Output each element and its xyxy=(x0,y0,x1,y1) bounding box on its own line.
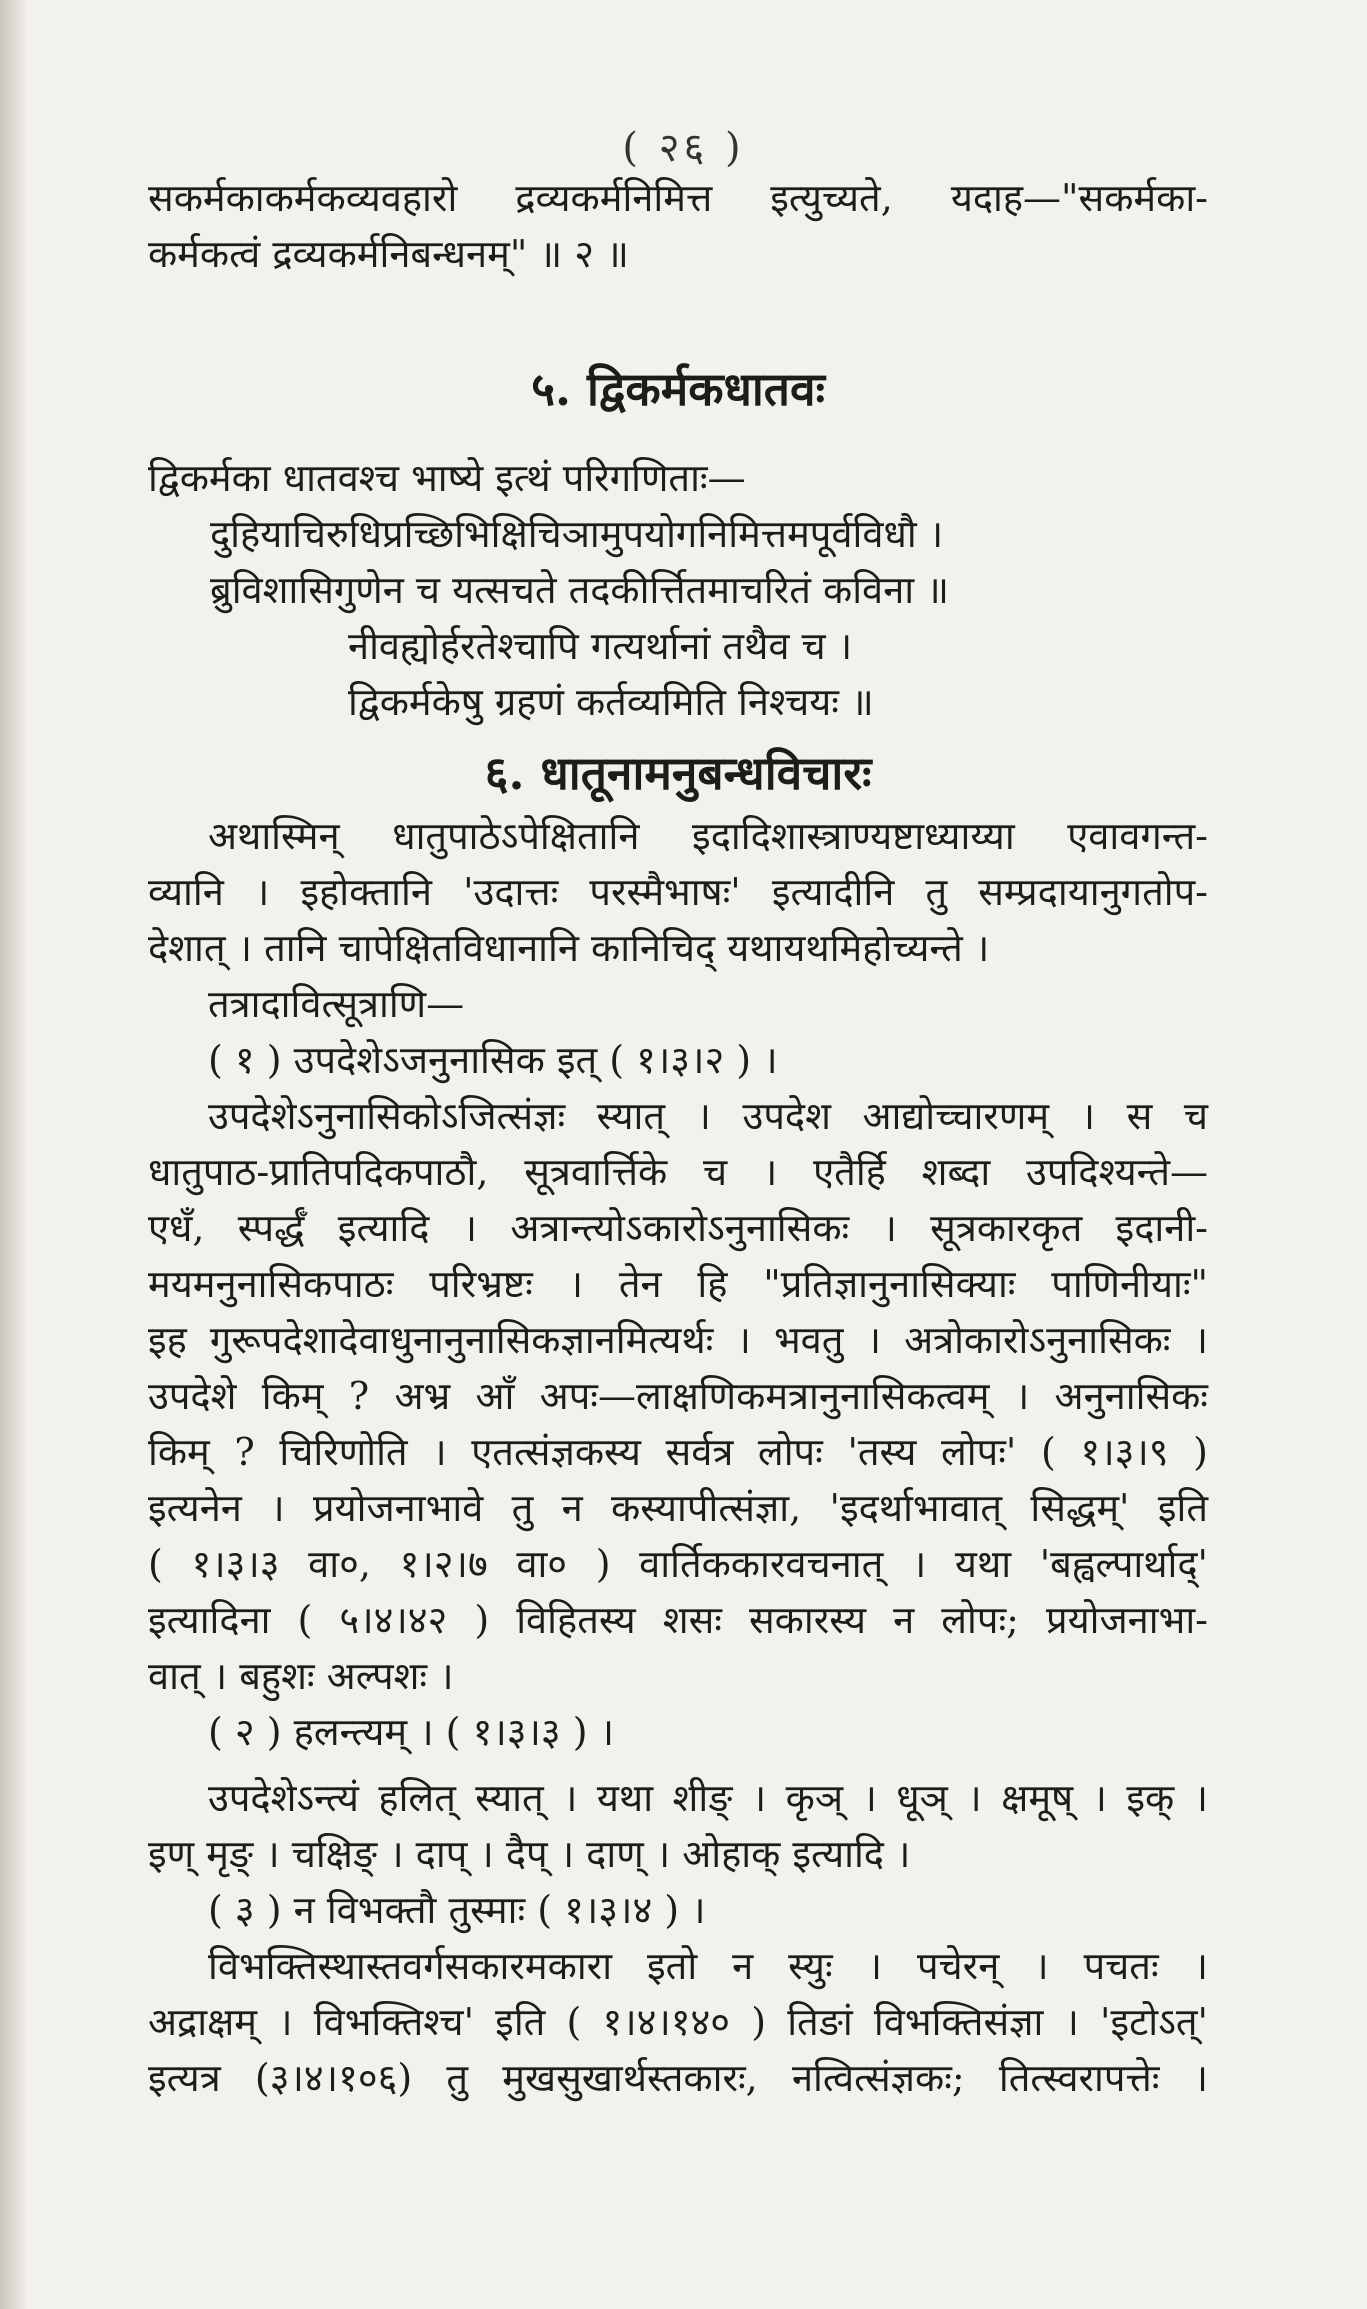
text-line: देशात् । तानि चापेक्षितविधानानि कानिचिद् यथायथमिहोच्यन्ते । xyxy=(148,926,990,970)
text-line: अद्राक्षम् । विभक्तिश्च' इति ( १।४।१४० ) तिङां विभक्तिसंज्ञा । 'इटोऽत्' xyxy=(148,2000,1208,2044)
text-line: सकर्मकाकर्मकव्यवहारो द्रव्यकर्मनिमित्त इत्युच्यते, यदाह—"सकर्मका- xyxy=(148,176,1208,220)
text-line: इण् मृङ् । चक्षिङ् । दाप् । दैप् । दाण् । ओहाक् इत्यादि । xyxy=(148,1832,911,1876)
page-gutter-shadow xyxy=(0,0,26,2309)
verse-line: नीवह्योर्हरतेश्चापि गत्यर्थानां तथैव च । xyxy=(348,624,853,668)
text-line: कर्मकत्वं द्रव्यकर्मनिबन्धनम्" ॥ २ ॥ xyxy=(148,232,629,276)
intro-paragraph xyxy=(148,170,1208,282)
text-line: उपदेशेऽन्त्यं हलित् स्यात् । यथा शीङ् । कृञ् । धूञ् । क्षमूष् । इक् । xyxy=(208,1776,1208,1820)
text-line: धातुपाठ-प्रातिपदिकपाठौ, सूत्रवार्त्तिके च । एतैर्हि शब्दा उपदिश्यन्ते— xyxy=(148,1150,1208,1194)
text-line: इत्यादिना ( ५।४।४२ ) विहितस्य शसः सकारस्य न लोपः; प्रयोजनाभा- xyxy=(148,1598,1208,1642)
text-line: एधँ, स्पर्द्धँ इत्यादि । अत्रान्त्योऽकारोऽनुनासिकः । सूत्रकारकृत इदानी- xyxy=(148,1206,1208,1250)
text-line: किम् ? चिरिणोति । एतत्संज्ञकस्य सर्वत्र लोपः 'तस्य लोपः' ( १।३।९ ) xyxy=(148,1430,1208,1474)
text-line: वात् । बहुशः अल्पशः । xyxy=(148,1654,454,1698)
text-line: विभक्तिस्थास्तवर्गसकारमकारा इतो न स्युः । पचेरन् । पचतः । xyxy=(208,1944,1208,1988)
text-line: अथास्मिन् धातुपाठेऽपेक्षितानि इदादिशास्त्राण्यष्टाध्याय्या एवावगन्त- xyxy=(208,814,1208,858)
section-anubandha xyxy=(148,738,1208,2106)
text-line: व्यानि । इहोक्तानि 'उदात्तः परस्मैभाषः' इत्यादीनि तु सम्प्रदायानुगतोप- xyxy=(148,870,1208,914)
text-line: उपदेशे किम् ? अभ्र आँ अपः—लाक्षणिकमत्रानुनासिकत्वम् । अनुनासिकः xyxy=(148,1374,1208,1418)
text-line: इत्यनेन । प्रयोजनाभावे तु न कस्यापीत्संज्ञा, 'इदर्थाभावात् सिद्धम्' इति xyxy=(148,1486,1208,1530)
verse-line: ब्रुविशासिगुणेन च यत्सचते तदकीर्त्तितमाचरितं कविना ॥ xyxy=(210,568,949,612)
sutra-line: ( ३ ) न विभक्तौ तुस्माः ( १।३।४ ) । xyxy=(208,1888,706,1932)
text-line: उपदेशेऽनुनासिकोऽजित्संज्ञः स्यात् । उपदेश आद्योच्चारणम् । स च xyxy=(208,1094,1208,1138)
sutra-line: ( १ ) उपदेशेऽजनुनासिक इत् ( १।३।२ ) । xyxy=(208,1038,778,1082)
verse-line: दुहियाचिरुधिप्रच्छिभिक्षिचिञामुपयोगनिमित्तमपूर्वविधौ । xyxy=(210,512,944,556)
sutra-line: ( २ ) हलन्त्यम् । ( १।३।३ ) । xyxy=(208,1710,615,1754)
text-line: द्विकर्मका धातवश्च भाष्ये इत्थं परिगणिताः— xyxy=(148,456,746,500)
text-line: तत्रादावित्सूत्राणि— xyxy=(208,982,465,1026)
section-heading: ६. धातूनामनुबन्धविचारः xyxy=(484,746,872,800)
verse-line: द्विकर्मकेषु ग्रहणं कर्तव्यमिति निश्चयः ॥ xyxy=(348,680,874,724)
text-line: इत्यत्र (३।४।१०६) तु मुखसुखार्थस्तकारः, नत्वित्संज्ञकः; तित्स्वरापत्तेः । xyxy=(148,2056,1208,2100)
text-line: ( १।३।३ वा०, १।२।७ वा० ) वार्तिककारवचनात् । यथा 'बह्वल्पार्थाद्' xyxy=(148,1542,1208,1586)
section-heading: ५. द्विकर्मकधातवः xyxy=(531,362,825,416)
section-dvikarmaka xyxy=(148,356,1208,730)
text-line: मयमनुनासिकपाठः परिभ्रष्टः । तेन हि "प्रतिज्ञानुनासिक्याः पाणिनीयाः" xyxy=(148,1262,1208,1306)
page-number: ( २६ ) xyxy=(622,125,745,171)
text-line: इह गुरूपदेशादेवाधुनानुनासिकज्ञानमित्यर्थः । भवतु । अत्रोकारोऽनुनासिकः । xyxy=(148,1318,1208,1362)
